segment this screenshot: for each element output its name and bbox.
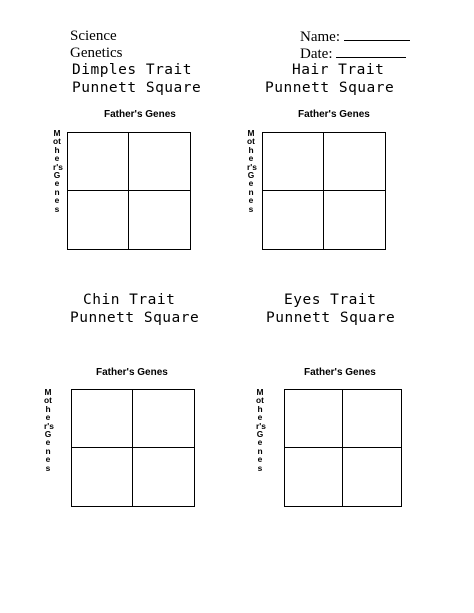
hair-cell-top-right[interactable] (324, 133, 385, 191)
eyes-fathers-genes-label: Father's Genes (304, 367, 376, 378)
eyes-title-line1: Eyes Trait (284, 292, 377, 308)
hair-title-line2: Punnett Square (265, 80, 395, 96)
eyes-cell-top-left[interactable] (285, 390, 343, 448)
chin-mothers-genes-label: Mother's Genes (44, 387, 54, 473)
dimples-cell-bottom-left[interactable] (68, 191, 129, 249)
hair-punnett-grid (262, 132, 386, 250)
hair-mothers-genes-label: Mother's Genes (247, 128, 257, 214)
chin-title-line2: Punnett Square (70, 310, 200, 326)
dimples-title-line1: Dimples Trait (72, 62, 192, 78)
date-label: Date: (300, 46, 333, 62)
eyes-punnett-grid (284, 389, 402, 507)
chin-title (70, 291, 199, 327)
hair-cell-bottom-left[interactable] (263, 191, 324, 249)
name-label: Name: (300, 29, 340, 45)
dimples-title-line2: Punnett Square (72, 80, 202, 96)
dimples-cell-top-left[interactable] (68, 133, 129, 191)
unit-label: Genetics (70, 45, 123, 61)
hair-fathers-genes-label: Father's Genes (298, 109, 370, 120)
dimples-cell-bottom-right[interactable] (129, 191, 190, 249)
dimples-mothers-genes-label: Mother's Genes (53, 128, 63, 214)
eyes-cell-bottom-right[interactable] (343, 448, 401, 506)
chin-cell-bottom-right[interactable] (133, 448, 194, 506)
eyes-title-line2: Punnett Square (266, 310, 396, 326)
chin-cell-bottom-left[interactable] (72, 448, 133, 506)
hair-cell-bottom-right[interactable] (324, 191, 385, 249)
name-blank-line[interactable] (344, 28, 410, 41)
dimples-punnett-grid (67, 132, 191, 250)
chin-cell-top-left[interactable] (72, 390, 133, 448)
chin-title-line1: Chin Trait (83, 292, 176, 308)
eyes-mothers-genes-label: Mother's Genes (256, 387, 266, 473)
chin-fathers-genes-label: Father's Genes (96, 367, 168, 378)
hair-cell-top-left[interactable] (263, 133, 324, 191)
date-blank-line[interactable] (336, 45, 406, 58)
hair-title-line1: Hair Trait (292, 62, 385, 78)
eyes-cell-bottom-left[interactable] (285, 448, 343, 506)
dimples-cell-top-right[interactable] (129, 133, 190, 191)
name-field[interactable] (300, 28, 410, 46)
hair-title (265, 61, 394, 97)
dimples-title (72, 61, 201, 97)
subject-label: Science (70, 28, 117, 44)
eyes-title (266, 291, 395, 327)
dimples-fathers-genes-label: Father's Genes (104, 109, 176, 120)
chin-cell-top-right[interactable] (133, 390, 194, 448)
eyes-cell-top-right[interactable] (343, 390, 401, 448)
chin-punnett-grid (71, 389, 195, 507)
